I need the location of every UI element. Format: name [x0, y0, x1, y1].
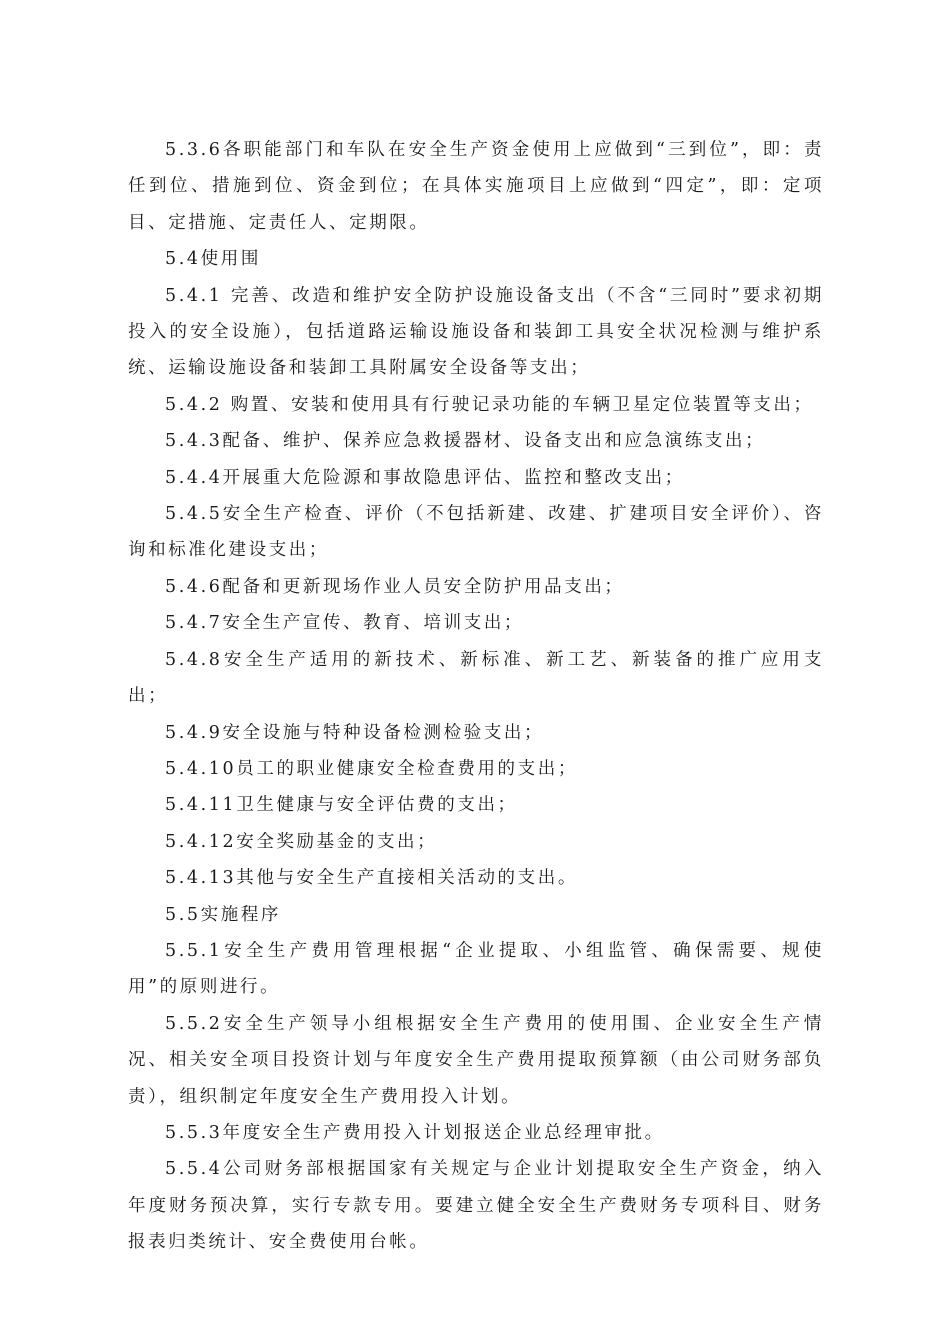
paragraph-5-4-5: 5.4.5安全生产检查、评价（不包括新建、改建、扩建项目安全评价）、咨询和标准化建设支出； — [128, 504, 824, 561]
paragraph-5-4-11: 5.4.11卫生健康与安全评估费的支出； — [165, 795, 518, 816]
paragraph-5-4-1: 5.4.1 完善、改造和维护安全防护设施设备支出（不含“三同时”要求初期投入的安全设施），包括道路运输设施设备和装卸工具安全状况检测与维护系统、运输设施设备和装卸工具附属安全设备等支出； — [128, 285, 824, 379]
paragraph-5-4-2: 5.4.2 购置、安装和使用具有行驶记录功能的车辆卫星定位装置等支出； — [165, 394, 814, 415]
paragraph-5-4-13: 5.4.13其他与安全生产直接相关活动的支出。 — [165, 868, 578, 889]
paragraph-5-4-12: 5.4.12安全奖励基金的支出； — [165, 831, 438, 852]
paragraph-5-4-9: 5.4.9安全设施与特种设备检测检验支出； — [165, 722, 545, 743]
paragraph-5-4-7: 5.4.7安全生产宣传、教育、培训支出； — [165, 613, 525, 634]
paragraph-5-4-10: 5.4.10员工的职业健康安全检查费用的支出； — [165, 758, 578, 779]
paragraph-5-5-1: 5.5.1安全生产费用管理根据“企业提取、小组监管、确保需要、规使用”的原则进行。 — [128, 940, 824, 998]
paragraph-5-4-3: 5.4.3配备、维护、保养应急救援器材、设备支出和应急演练支出； — [165, 431, 766, 452]
paragraph-5-5-3: 5.5.3年度安全生产费用投入计划报送企业总经理审批。 — [165, 1122, 665, 1143]
document-body — [128, 132, 824, 1261]
paragraph-5-4-8: 5.4.8安全生产适用的新技术、新标准、新工艺、新装备的推广应用支出； — [128, 649, 824, 707]
paragraph-5-4-4: 5.4.4开展重大危险源和事故隐患评估、监控和整改支出； — [165, 467, 685, 488]
paragraph-5-4-6: 5.4.6配备和更新现场作业人员安全防护用品支出； — [165, 576, 625, 597]
paragraph-5-5-4: 5.5.4公司财务部根据国家有关规定与企业计划提取安全生产资金，纳入年度财务预决算，实行专款专用。要建立健全安全生产费财务专项科目、财务报表归类统计、安全费使用台帐。 — [128, 1159, 824, 1253]
paragraph-5-3-6: 5.3.6各职能部门和车队在安全生产资金使用上应做到“三到位”，即：责任到位、措施到位、资金到位；在具体实施项目上应做到“四定”，即：定项目、定措施、定责任人、定期限。 — [128, 140, 824, 233]
section-heading-5-5: 5.5实施程序 — [165, 904, 282, 925]
paragraph-5-5-2: 5.5.2安全生产领导小组根据安全生产费用的使用围、企业安全生产情况、相关安全项目投资计划与年度安全生产费用提取预算额（由公司财务部负责），组织制定年度安全生产费用投入计划。 — [128, 1013, 824, 1107]
section-heading-5-4: 5.4使用围 — [165, 249, 261, 270]
